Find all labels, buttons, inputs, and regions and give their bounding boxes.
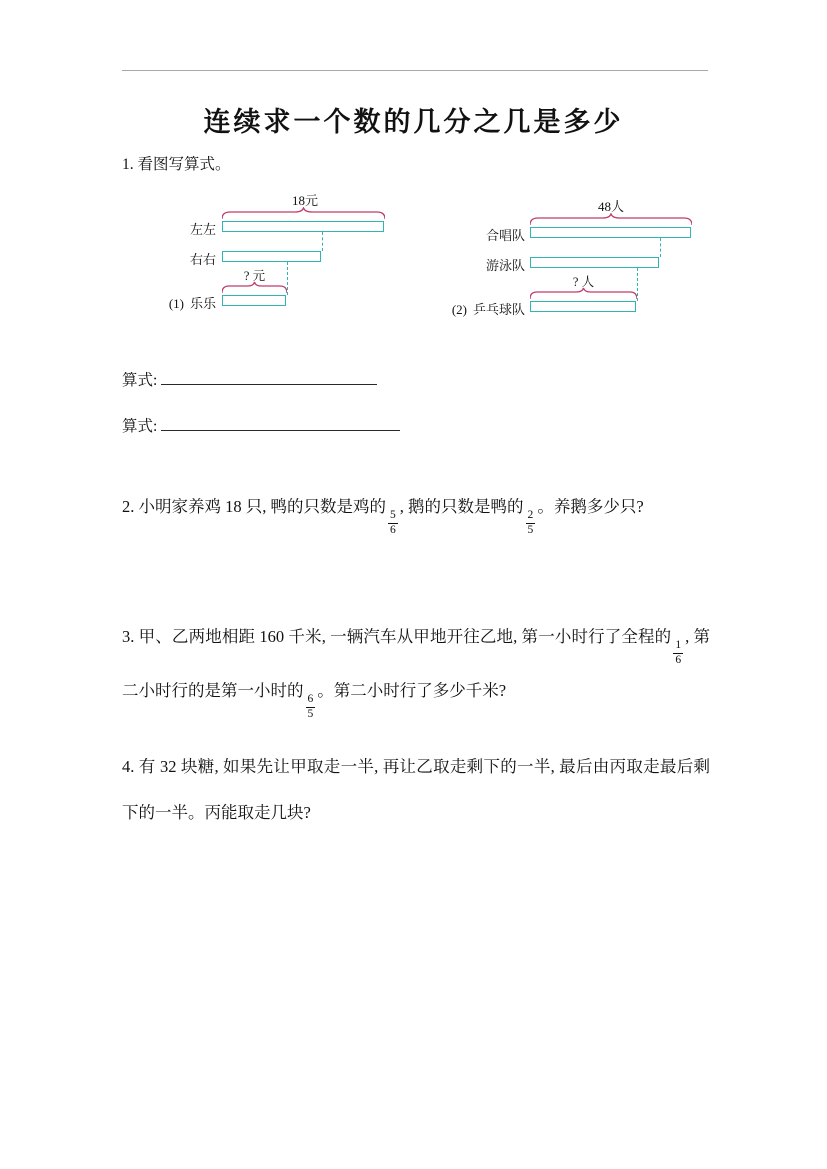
fraction-numerator: 5 <box>388 509 398 524</box>
diagram2-question-brace-icon <box>530 287 637 300</box>
question-2-text-2: , 鹅的只数是鸭的 <box>399 497 524 516</box>
answer-label-2: 算式: <box>122 418 158 435</box>
diagram2-question-label: ? 人 <box>572 275 595 289</box>
question-4 <box>122 744 710 836</box>
fraction-denominator: 6 <box>390 524 396 537</box>
diagram1-row3-name: 乐乐 <box>189 296 216 311</box>
top-rule <box>122 70 708 71</box>
diagram1-row1-bar <box>222 221 384 232</box>
diagram2-row1-label: 合唱队 <box>485 228 525 243</box>
diagram2-total-label: 48人 <box>597 199 624 214</box>
diagram1-row1-label: 左左 <box>189 222 216 237</box>
question-2 <box>122 484 710 538</box>
diagram1-question-label: ? 元 <box>243 269 266 283</box>
question-1-label: 1. 看图写算式。 <box>122 156 231 173</box>
diagram1-row2-label: 右右 <box>189 252 216 267</box>
diagram1-question-brace-icon <box>222 281 287 294</box>
diagram2-row2-bar <box>530 257 659 268</box>
diagram2-total-brace-icon <box>530 213 692 226</box>
diagram1-total-label: 18元 <box>291 193 318 208</box>
diagram2-row1-bar <box>530 227 691 238</box>
answer-line-2 <box>122 414 400 436</box>
diagram1-row3-bar <box>222 295 286 306</box>
question-2-fraction-2 <box>526 509 536 538</box>
diagram2-row2-label: 游泳队 <box>485 258 525 273</box>
diagram2-row3-name: 乒乓球队 <box>472 302 525 317</box>
fraction-denominator: 5 <box>307 708 314 721</box>
question-3-text-1: 3. 甲、乙两地相距 160 千米, 一辆汽车从甲地开往乙地, 第一小时行了全程的 <box>122 627 672 646</box>
diagram2-index: (2) <box>451 302 467 317</box>
fraction-denominator: 5 <box>527 524 534 537</box>
question-3-text-2: , 第二小时行的是第一小时的 <box>122 627 711 701</box>
page-title: 连续求一个数的几分之几是多少 <box>203 107 624 137</box>
question-2-text-1: 2. 小明家养鸡 18 只, 鸭的只数是鸡的 <box>122 497 386 516</box>
diagram1-index: (1) <box>168 296 184 311</box>
question-2-fraction-1 <box>388 509 398 538</box>
answer-blank-2 <box>161 415 400 431</box>
answer-label-1: 算式: <box>122 372 158 389</box>
answer-blank-1 <box>161 369 377 385</box>
diagram1-dashed-line-1 <box>322 232 323 251</box>
fraction-numerator: 1 <box>673 639 683 654</box>
diagram2-row3-bar <box>530 301 636 312</box>
diagram1-row2-bar <box>222 251 321 262</box>
fraction-denominator: 6 <box>675 654 682 667</box>
diagram1-row3-label <box>120 293 216 312</box>
question-3-text-3: 。第二小时行了多少千米? <box>317 681 507 701</box>
diagram1-dashed-line-2 <box>287 262 288 295</box>
fraction-numerator: 2 <box>526 509 536 524</box>
question-3 <box>122 614 710 722</box>
question-3-fraction-1 <box>673 639 683 668</box>
question-2-text-3: 。养鹅多少只? <box>537 497 644 516</box>
diagram2-dashed-line-1 <box>660 238 661 257</box>
diagram2-dashed-line-2 <box>637 268 638 301</box>
answer-line-1 <box>122 368 377 390</box>
fraction-numerator: 6 <box>306 693 316 708</box>
diagram2-row3-label <box>408 299 525 318</box>
diagram1-total-brace-icon <box>222 207 385 220</box>
question-4-text: 4. 有 32 块糖, 如果先让甲取走一半, 再让乙取走剩下的一半, 最后由丙取走最后剩下的一半。丙能取走几块? <box>122 757 710 822</box>
question-3-fraction-2 <box>306 693 316 722</box>
